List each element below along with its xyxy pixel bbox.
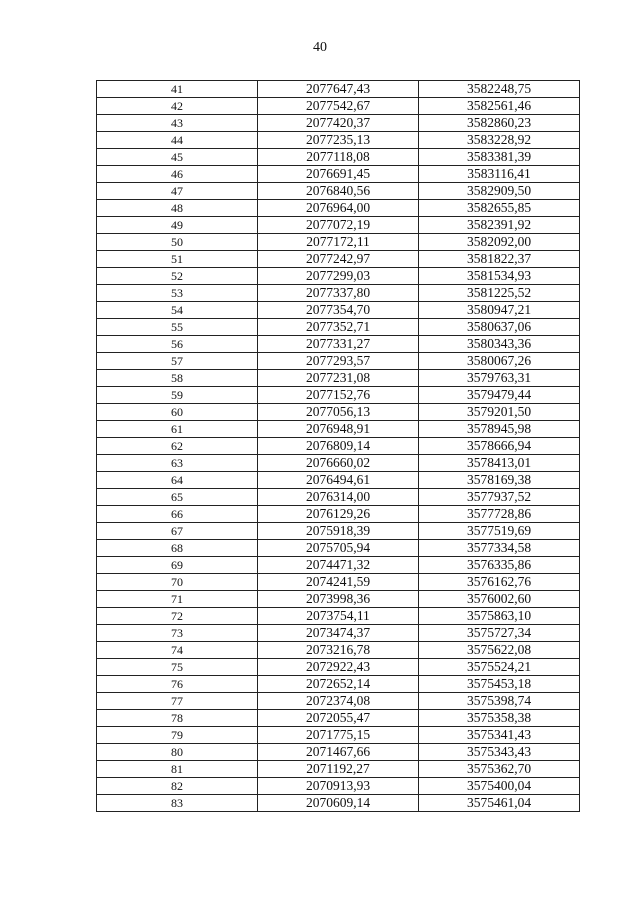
x-coordinate-cell: 2076691,45 <box>258 166 419 183</box>
x-coordinate-cell: 2077352,71 <box>258 319 419 336</box>
y-coordinate-cell: 3580067,26 <box>419 353 580 370</box>
x-coordinate-cell: 2071192,27 <box>258 761 419 778</box>
table-row <box>97 523 580 540</box>
y-coordinate-cell: 3579763,31 <box>419 370 580 387</box>
y-coordinate-cell: 3582248,75 <box>419 81 580 98</box>
point-number-cell: 72 <box>97 608 258 625</box>
x-coordinate-cell: 2075705,94 <box>258 540 419 557</box>
x-coordinate-cell: 2076964,00 <box>258 200 419 217</box>
coordinates-table-body <box>97 81 580 812</box>
x-coordinate-cell: 2077293,57 <box>258 353 419 370</box>
point-number-cell: 61 <box>97 421 258 438</box>
y-coordinate-cell: 3578413,01 <box>419 455 580 472</box>
y-coordinate-cell: 3577728,86 <box>419 506 580 523</box>
table-row <box>97 693 580 710</box>
table-row <box>97 540 580 557</box>
table-row <box>97 268 580 285</box>
point-number-cell: 43 <box>97 115 258 132</box>
y-coordinate-cell: 3575398,74 <box>419 693 580 710</box>
x-coordinate-cell: 2077331,27 <box>258 336 419 353</box>
x-coordinate-cell: 2077337,80 <box>258 285 419 302</box>
table-row <box>97 217 580 234</box>
point-number-cell: 49 <box>97 217 258 234</box>
y-coordinate-cell: 3579201,50 <box>419 404 580 421</box>
table-row <box>97 166 580 183</box>
x-coordinate-cell: 2074241,59 <box>258 574 419 591</box>
y-coordinate-cell: 3576335,86 <box>419 557 580 574</box>
x-coordinate-cell: 2070913,93 <box>258 778 419 795</box>
point-number-cell: 83 <box>97 795 258 812</box>
point-number-cell: 82 <box>97 778 258 795</box>
y-coordinate-cell: 3575524,21 <box>419 659 580 676</box>
x-coordinate-cell: 2077299,03 <box>258 268 419 285</box>
point-number-cell: 67 <box>97 523 258 540</box>
y-coordinate-cell: 3582909,50 <box>419 183 580 200</box>
x-coordinate-cell: 2077056,13 <box>258 404 419 421</box>
point-number-cell: 69 <box>97 557 258 574</box>
table-row <box>97 302 580 319</box>
point-number-cell: 60 <box>97 404 258 421</box>
point-number-cell: 42 <box>97 98 258 115</box>
table-row <box>97 608 580 625</box>
x-coordinate-cell: 2072922,43 <box>258 659 419 676</box>
table-row <box>97 251 580 268</box>
table-row <box>97 455 580 472</box>
y-coordinate-cell: 3575863,10 <box>419 608 580 625</box>
table-row <box>97 200 580 217</box>
point-number-cell: 48 <box>97 200 258 217</box>
table-row <box>97 727 580 744</box>
table-row <box>97 404 580 421</box>
x-coordinate-cell: 2076660,02 <box>258 455 419 472</box>
point-number-cell: 47 <box>97 183 258 200</box>
y-coordinate-cell: 3581822,37 <box>419 251 580 268</box>
point-number-cell: 64 <box>97 472 258 489</box>
x-coordinate-cell: 2071467,66 <box>258 744 419 761</box>
y-coordinate-cell: 3583116,41 <box>419 166 580 183</box>
y-coordinate-cell: 3575343,43 <box>419 744 580 761</box>
x-coordinate-cell: 2073474,37 <box>258 625 419 642</box>
table-row <box>97 574 580 591</box>
y-coordinate-cell: 3577334,58 <box>419 540 580 557</box>
y-coordinate-cell: 3575727,34 <box>419 625 580 642</box>
x-coordinate-cell: 2072374,08 <box>258 693 419 710</box>
coordinates-table <box>96 80 580 812</box>
point-number-cell: 44 <box>97 132 258 149</box>
point-number-cell: 63 <box>97 455 258 472</box>
table-row <box>97 778 580 795</box>
x-coordinate-cell: 2072652,14 <box>258 676 419 693</box>
y-coordinate-cell: 3582092,00 <box>419 234 580 251</box>
x-coordinate-cell: 2077647,43 <box>258 81 419 98</box>
table-row <box>97 642 580 659</box>
y-coordinate-cell: 3583381,39 <box>419 149 580 166</box>
y-coordinate-cell: 3582391,92 <box>419 217 580 234</box>
table-row <box>97 370 580 387</box>
x-coordinate-cell: 2077354,70 <box>258 302 419 319</box>
x-coordinate-cell: 2076840,56 <box>258 183 419 200</box>
x-coordinate-cell: 2072055,47 <box>258 710 419 727</box>
y-coordinate-cell: 3576162,76 <box>419 574 580 591</box>
point-number-cell: 46 <box>97 166 258 183</box>
x-coordinate-cell: 2073754,11 <box>258 608 419 625</box>
page-number: 40 <box>313 40 327 55</box>
table-row <box>97 353 580 370</box>
x-coordinate-cell: 2076809,14 <box>258 438 419 455</box>
table-row <box>97 676 580 693</box>
x-coordinate-cell: 2076129,26 <box>258 506 419 523</box>
point-number-cell: 73 <box>97 625 258 642</box>
point-number-cell: 58 <box>97 370 258 387</box>
point-number-cell: 75 <box>97 659 258 676</box>
table-row <box>97 795 580 812</box>
point-number-cell: 57 <box>97 353 258 370</box>
x-coordinate-cell: 2074471,32 <box>258 557 419 574</box>
point-number-cell: 59 <box>97 387 258 404</box>
point-number-cell: 52 <box>97 268 258 285</box>
point-number-cell: 79 <box>97 727 258 744</box>
y-coordinate-cell: 3581534,93 <box>419 268 580 285</box>
table-row <box>97 710 580 727</box>
point-number-cell: 51 <box>97 251 258 268</box>
table-row <box>97 591 580 608</box>
x-coordinate-cell: 2077152,76 <box>258 387 419 404</box>
y-coordinate-cell: 3580343,36 <box>419 336 580 353</box>
table-row <box>97 81 580 98</box>
x-coordinate-cell: 2077172,11 <box>258 234 419 251</box>
table-row <box>97 115 580 132</box>
point-number-cell: 56 <box>97 336 258 353</box>
point-number-cell: 53 <box>97 285 258 302</box>
x-coordinate-cell: 2077235,13 <box>258 132 419 149</box>
table-row <box>97 319 580 336</box>
y-coordinate-cell: 3575453,18 <box>419 676 580 693</box>
point-number-cell: 50 <box>97 234 258 251</box>
y-coordinate-cell: 3575341,43 <box>419 727 580 744</box>
table-row <box>97 285 580 302</box>
x-coordinate-cell: 2071775,15 <box>258 727 419 744</box>
table-row <box>97 625 580 642</box>
point-number-cell: 41 <box>97 81 258 98</box>
table-row <box>97 472 580 489</box>
x-coordinate-cell: 2077231,08 <box>258 370 419 387</box>
table-row <box>97 98 580 115</box>
y-coordinate-cell: 3582561,46 <box>419 98 580 115</box>
x-coordinate-cell: 2077542,67 <box>258 98 419 115</box>
y-coordinate-cell: 3575358,38 <box>419 710 580 727</box>
x-coordinate-cell: 2075918,39 <box>258 523 419 540</box>
point-number-cell: 74 <box>97 642 258 659</box>
point-number-cell: 70 <box>97 574 258 591</box>
y-coordinate-cell: 3575461,04 <box>419 795 580 812</box>
y-coordinate-cell: 3583228,92 <box>419 132 580 149</box>
table-row <box>97 149 580 166</box>
x-coordinate-cell: 2070609,14 <box>258 795 419 812</box>
x-coordinate-cell: 2077420,37 <box>258 115 419 132</box>
y-coordinate-cell: 3582860,23 <box>419 115 580 132</box>
table-row <box>97 557 580 574</box>
y-coordinate-cell: 3578169,38 <box>419 472 580 489</box>
table-row <box>97 744 580 761</box>
y-coordinate-cell: 3580637,06 <box>419 319 580 336</box>
y-coordinate-cell: 3577937,52 <box>419 489 580 506</box>
y-coordinate-cell: 3577519,69 <box>419 523 580 540</box>
table-row <box>97 489 580 506</box>
point-number-cell: 77 <box>97 693 258 710</box>
table-row <box>97 761 580 778</box>
table-row <box>97 659 580 676</box>
point-number-cell: 66 <box>97 506 258 523</box>
point-number-cell: 80 <box>97 744 258 761</box>
point-number-cell: 81 <box>97 761 258 778</box>
point-number-cell: 65 <box>97 489 258 506</box>
point-number-cell: 62 <box>97 438 258 455</box>
table-row <box>97 421 580 438</box>
x-coordinate-cell: 2076314,00 <box>258 489 419 506</box>
table-row <box>97 234 580 251</box>
y-coordinate-cell: 3576002,60 <box>419 591 580 608</box>
x-coordinate-cell: 2077242,97 <box>258 251 419 268</box>
x-coordinate-cell: 2077118,08 <box>258 149 419 166</box>
point-number-cell: 71 <box>97 591 258 608</box>
y-coordinate-cell: 3579479,44 <box>419 387 580 404</box>
y-coordinate-cell: 3578945,98 <box>419 421 580 438</box>
table-row <box>97 132 580 149</box>
point-number-cell: 55 <box>97 319 258 336</box>
x-coordinate-cell: 2077072,19 <box>258 217 419 234</box>
point-number-cell: 45 <box>97 149 258 166</box>
y-coordinate-cell: 3580947,21 <box>419 302 580 319</box>
point-number-cell: 76 <box>97 676 258 693</box>
table-row <box>97 506 580 523</box>
y-coordinate-cell: 3578666,94 <box>419 438 580 455</box>
y-coordinate-cell: 3575622,08 <box>419 642 580 659</box>
y-coordinate-cell: 3575400,04 <box>419 778 580 795</box>
table-row <box>97 183 580 200</box>
table-row <box>97 387 580 404</box>
point-number-cell: 68 <box>97 540 258 557</box>
table-row <box>97 336 580 353</box>
point-number-cell: 54 <box>97 302 258 319</box>
x-coordinate-cell: 2073216,78 <box>258 642 419 659</box>
x-coordinate-cell: 2076494,61 <box>258 472 419 489</box>
x-coordinate-cell: 2073998,36 <box>258 591 419 608</box>
y-coordinate-cell: 3575362,70 <box>419 761 580 778</box>
x-coordinate-cell: 2076948,91 <box>258 421 419 438</box>
y-coordinate-cell: 3582655,85 <box>419 200 580 217</box>
table-row <box>97 438 580 455</box>
y-coordinate-cell: 3581225,52 <box>419 285 580 302</box>
point-number-cell: 78 <box>97 710 258 727</box>
